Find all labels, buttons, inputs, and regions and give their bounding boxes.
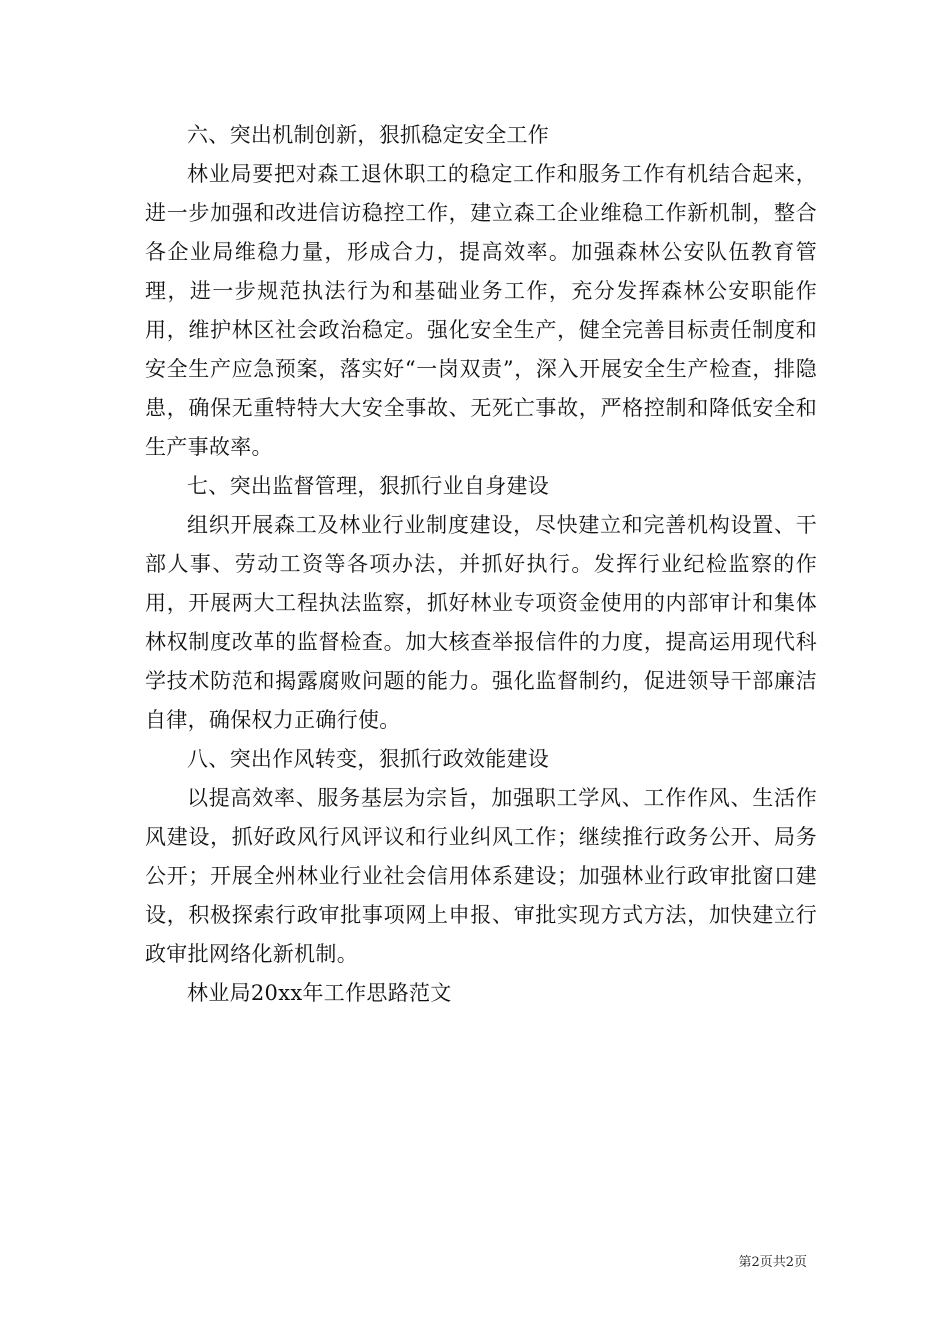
closing-title: 林业局20xx年工作思路范文	[187, 981, 452, 1005]
section-body-6: 林业局要把对森工退休职工的稳定工作和服务工作有机结合起来，进一步加强和改进信访稳控工作，建立森工企业维稳工作新机制，整合各企业局维稳力量，形成合力，提高效率。加强森林公安队伍教育管理，进一步规范执法行为和基础业务工作，充分发挥森林公安职能作用，维护林区社会政治稳定。强化安全生产，健全完善目标责任制度和安全生产应急预案，落实好“一岗双责”，深入开展安全生产检查，排隐患，确保无重特特大大安全事故、无死亡事故，严格控制和降低安全和生产事故率。	[145, 162, 817, 459]
section-heading-8: 八、突出作风转变，狠抓行政效能建设	[187, 747, 550, 771]
page-number-footer: 第2页共2页	[738, 1255, 807, 1270]
section-heading-7: 七、突出监督管理，狠抓行业自身建设	[187, 474, 550, 498]
section-body-7: 组织开展森工及林业行业制度建设，尽快建立和完善机构设置、干部人事、劳动工资等各项办法，并抓好执行。发挥行业纪检监察的作用，开展两大工程执法监察，抓好林业专项资金使用的内部审计和集体林权制度改革的监督检查。加大核查举报信件的力度，提高运用现代科学技术防范和揭露腐败问题的能力。强化监督制约，促进领导干部廉洁自律，确保权力正确行使。	[145, 513, 817, 732]
section-body-8: 以提高效率、服务基层为宗旨，加强职工学风、工作作风、生活作风建设，抓好政风行风评议和行业纠风工作；继续推行政务公开、局务公开；开展全州林业行业社会信用体系建设；加强林业行政审批窗口建设，积极探索行政审批事项网上申报、审批实现方式方法，加快建立行政审批网络化新机制。	[145, 786, 817, 966]
section-heading-6: 六、突出机制创新，狠抓稳定安全工作	[187, 123, 550, 147]
document-body	[145, 116, 817, 1013]
